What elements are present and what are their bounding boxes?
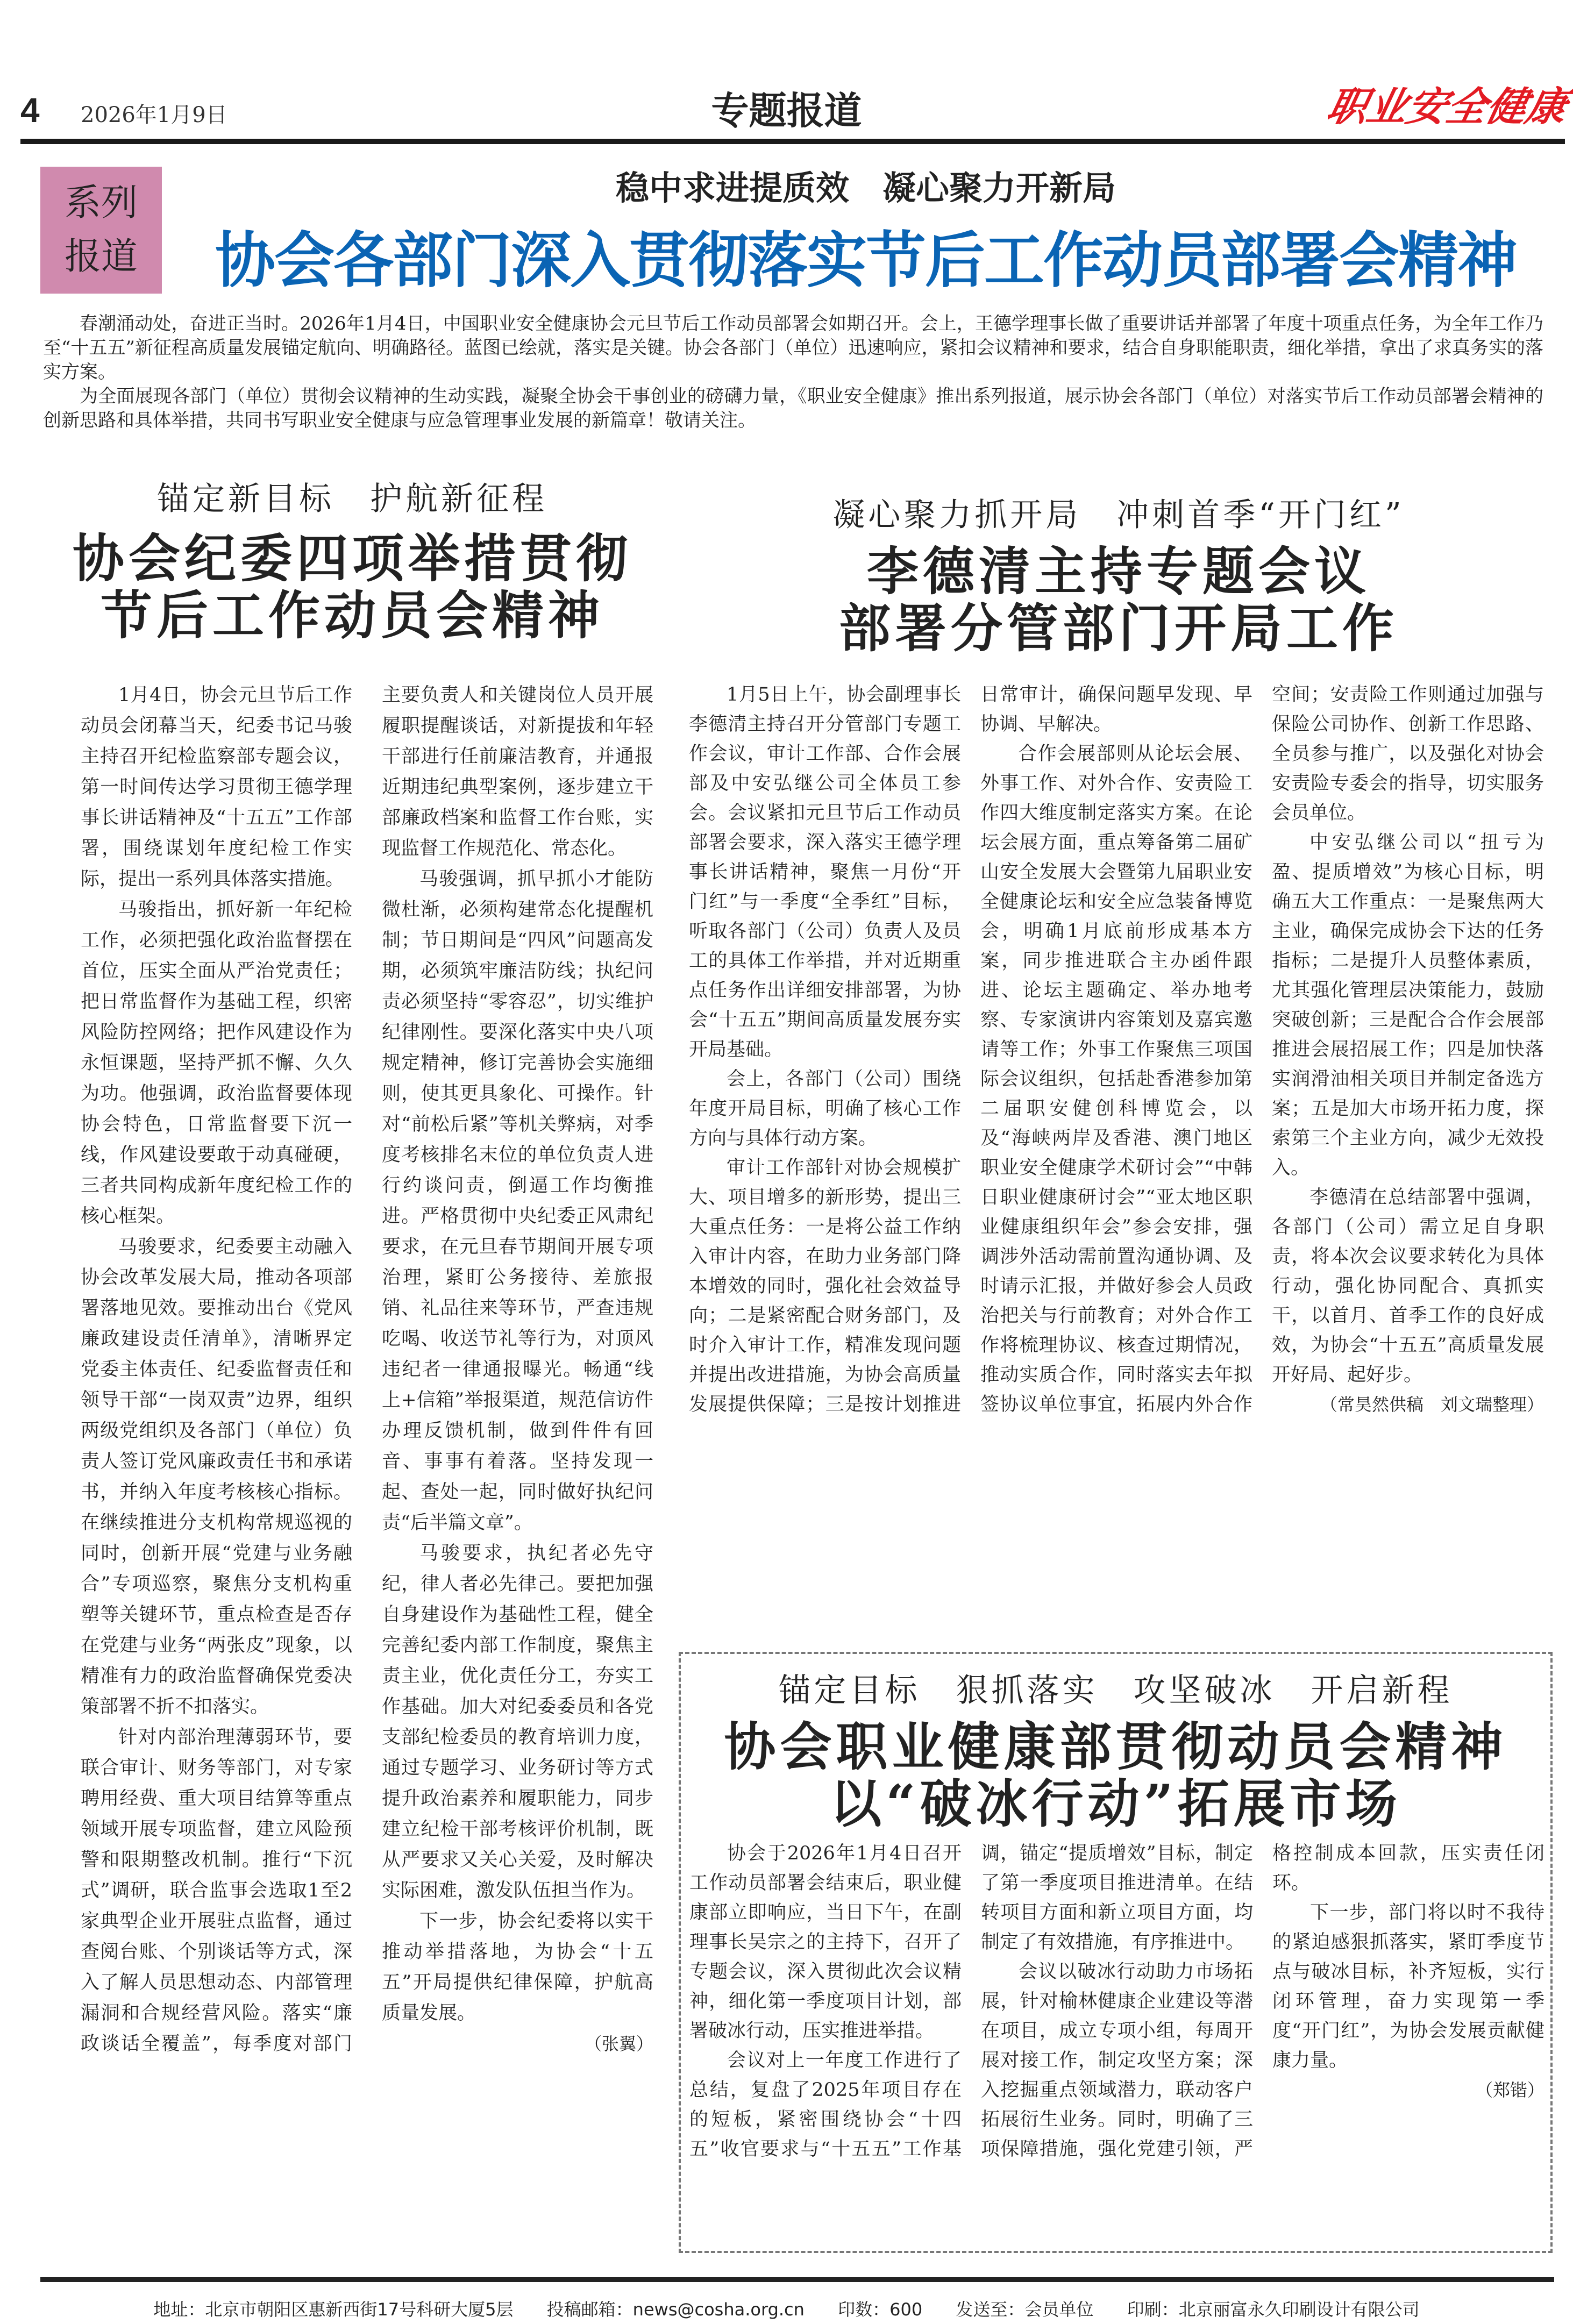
paragraph: 下一步，部门将以时不我待的紧迫感狠抓落实，紧盯季度节点与破冰目标，补齐短板，实行闭环管理，奋力实现第一季度“开门红”，为协会发展贡献健康力量。	[1272, 1902, 1544, 2071]
paragraph: 马骏强调，抓早抓小才能防微杜渐，必须构建常态化提醒机制；节日期间是“四风”问题高发期，必须筑牢廉洁防线；执纪问责必须坚持“零容忍”，切实维护纪律刚性。要深化落实中央八项规定精神，修订完善协会实施细则，使其更具象化、可操作。针对“前松后紧”等机关弊病，对季度考核排名末位的单位负责人进行约谈问责，倒逼工作均衡推进。严格贯彻中央纪委正风肃纪要求，在元旦春节期间开展专项治理，紧盯公务接待、差旅报销、礼品往来等环节，严查违规吃喝、收送节礼等行为，对顶风违纪者一律通报曝光。畅通“线上+信箱”举报渠道，规范信访件办理反馈机制，做到件件有回音、事事有着落。坚持发现一起、查处一起，同时做好执纪问责“后半篇文章”。	[382, 868, 653, 1534]
series-label-1: 系列	[64, 182, 138, 224]
byline: （常昊然供稿 刘文瑞整理）	[1320, 1394, 1544, 1415]
article-kicker: 锚定新目标 护航新征程	[157, 480, 547, 518]
footer-email: 投稿邮箱：news@cosha.org.cn	[546, 2299, 805, 2320]
intro	[43, 312, 1543, 433]
footer-distribution: 发送至：会员单位	[956, 2299, 1094, 2320]
boxed-article-body	[689, 1839, 1544, 2164]
intro-paragraph: 春潮涌动处，奋进正当时。2026年1月4日，中国职业安全健康协会元旦节后工作动员部署会如期召开。会上，王德学理事长做了重要讲话并部署了年度十项重点任务，为全年工作乃至“十五五”新征程高质量发展锚定航向、明确路径。蓝图已绘就，落实是关键。协会各部门（单位）迅速响应，紧扣会议精神和要求，结合自身职能职责，细化举措，拿出了求真务实的落实方案。	[43, 313, 1543, 383]
series-badge	[40, 167, 162, 294]
paragraph: 马骏要求，纪委要主动融入协会改革发展大局，推动各项部署落地见效。要推动出台《党风廉政建设责任清单》，清晰界定党委主体责任、纪委监督责任和领导干部“一岗双责”边界，组织两级党组织及各部门（单位）负责人签订党风廉政责任书和承诺书，并纳入年度考核核心指标。在继续推进分支机构常规巡视的同时，创新开展“党建与业务融合”专项巡察，聚焦分支机构重塑等关键环节，重点检查是否存在党建与业务“两张皮”现象，以精准有力的政治监督确保党委决策部署不折不扣落实。	[81, 1236, 352, 1717]
header-rule	[20, 139, 1565, 144]
paragraph: 1月5日上午，协会副理事长李德清主持召开分管部门专题工作会议，审计工作部、合作会展部及中安弘继公司全体员工参会。会议紧扣元旦节后工作动员部署会要求，深入落实王德学理事长讲话精神，聚焦一月份“开门红”与一季度“全季红”目标，听取各部门（公司）负责人及员工的具体工作举措，并对近期重点任务作出详细安排部署，为协会“十五五”期间高质量发展夯实开局基础。	[689, 684, 961, 1060]
footer-rule	[40, 2277, 1554, 2282]
article-title: 协会职业健康部贯彻动员会精神	[724, 1716, 1507, 1777]
issue-date: 2026年1月9日	[81, 103, 227, 127]
paragraph: 协会于2026年1月4日召开工作动员部署会结束后，职业健康部立即响应，当日下午，在副理事长吴宗之的主持下，召开了专题会议，深入贯彻此次会议精神，细化第一季度项目计划，部署破冰行动，压实推进举措。	[689, 1843, 962, 2042]
article-title: 以“破冰行动”拓展市场	[830, 1773, 1401, 1834]
byline: （郑锴）	[1475, 2080, 1544, 2100]
paragraph: 1月4日，协会元旦节后工作动员会闭幕当天，纪委书记马骏主持召开纪检监察部专题会议，第一时间传达学习贯彻王德学理事长讲话精神及“十五五”工作部署，围绕谋划年度纪检工作实际，提出一系列具体落实措施。	[81, 685, 352, 890]
paragraph: 会上，各部门（公司）围绕年度开局目标，明确了核心工作方向与具体行动方案。	[689, 1068, 961, 1149]
byline: （张翼）	[584, 2034, 653, 2054]
paragraph: 李德清在总结部署中强调，各部门（公司）需立足自身职责，将本次会议要求转化为具体行动，强化协同配合、真抓实干，以首月、首季工作的良好成效，为协会“十五五”高质量发展开好局、起好步。	[1272, 1187, 1544, 1386]
footer	[22, 2296, 1551, 2321]
footer-print-count: 印数：600	[838, 2299, 923, 2320]
footer-address: 地址：北京市朝阳区惠新西街17号科研大厦5层	[153, 2299, 514, 2320]
paragraph: 会议以破冰行动助力市场拓展，针对榆林健康企业建设等潜在项目，成立专项小组，每周开展对接工作，制定攻坚方案；深入挖掘重点领域潜力，联动客户拓展衍生业务。同时，明确了三项保障措施，强化党建引领，严格控制成本回款，压实责任闭环。	[981, 1843, 1544, 2160]
paragraph: 合作会展部则从论坛会展、外事工作、对外合作、安责险工作四大维度制定落实方案。在论坛会展方面，重点筹备第二届矿山安全发展大会暨第九届职业安全健康论坛和安全应急装备博览会，明确1月底前形成基本方案，同步推进联合主办函件跟进、论坛主题确定、举办地考察、专家演讲内容策划及嘉宾邀请等工作；外事工作聚焦三项国际会议组织，包括赴香港参加第二届职安健创科博览会，以及“海峡两岸及香港、澳门地区职业安全健康学术研讨会”“中韩日职业健康研讨会”“亚太地区职业健康组织年会”参会安排，强调涉外活动需前置沟通协调、及时请示汇报，并做好参会人员政治把关与行前教育；对外合作工作将梳理协议、核查过期情况，推动实质合作，同时落实去年拟签协议单位事宜，拓展内外合作空间；安责险工作则通过加强与保险公司协作、创新工作思路、全员参与推广，以及强化对协会安责险专委会的指导，切实服务会员单位。	[980, 684, 1544, 1415]
paragraph: 下一步，协会纪委将以实干推动举措落地，为协会“十五五”开局提供纪律保障，护航高质量发展。	[382, 1910, 653, 2024]
series-title: 协会各部门深入贯彻落实节后工作动员部署会精神	[215, 226, 1517, 296]
article-left-body	[81, 680, 653, 2059]
article-title: 李德清主持专题会议	[867, 541, 1370, 602]
paragraph: 针对内部治理薄弱环节，要联合审计、财务等部门，对专家聘用经费、重大项目结算等重点领域开展专项监督，建立风险预警和限期整改机制。推行“下沉式”调研，联合监事会选取1至2家典型企业开展驻点监督，通过查阅台账、个别谈话等方式，深入了解人员思想动态、内部管理漏洞和合规经营风险。落实“廉政谈话全覆盖”，每季度对部门主要负责人和关键岗位人员开展履职提醒谈话，对新提拔和年轻干部进行任前廉洁教育，并通报近期违纪典型案例，逐步建立干部廉政档案和监督工作台账，实现监督工作规范化、常态化。	[81, 685, 653, 2055]
intro-paragraph: 为全面展现各部门（单位）贯彻会议精神的生动实践，凝聚全协会干事创业的磅礴力量，《职业安全健康》推出系列报道，展示协会各部门（单位）对落实节后工作动员部署会精神的创新思路和具体举措，共同书写职业安全健康与应急管理事业发展的新篇章！敬请关注。	[43, 386, 1543, 431]
series-label-2: 报道	[64, 236, 138, 278]
paragraph: 审计工作部针对协会规模扩大、项目增多的新形势，提出三大重点任务：一是将公益工作纳入审计内容，在助力业务部门降本增效的同时，强化社会效益导向；二是紧密配合财务部门，及时介入审计工作，精准发现问题并提出改进措施，为协会高质量发展提供保障；三是按计划推进日常审计，确保问题早发现、早协调、早解决。	[689, 684, 1252, 1415]
page-number: 4	[20, 91, 40, 130]
newspaper-logo: 职业安全健康	[1322, 84, 1571, 130]
paragraph: 中安弘继公司以“扭亏为盈、提质增效”为核心目标，明确五大工作重点：一是聚焦两大主业，确保完成协会下达的任务指标；二是提升人员整体素质，尤其强化管理层决策能力，鼓励突破创新；三是配合合作会展部推进会展招展工作；四是加快落实润滑油相关项目并制定备选方案；五是加大市场开拓力度，探索第三个主业方向，减少无效投入。	[1272, 832, 1544, 1179]
article-left-header	[51, 473, 653, 644]
article-right-body	[689, 680, 1544, 1420]
footer-printer: 印刷：北京丽富永久印刷设计有限公司	[1127, 2299, 1420, 2320]
article-kicker: 凝心聚力抓开局 冲刺首季“开门红”	[832, 496, 1405, 534]
article-right-header	[683, 489, 1554, 657]
article-title: 部署分管部门开局工作	[839, 598, 1398, 659]
section-title: 专题报道	[711, 89, 862, 133]
paragraph: 马骏要求，执纪者必先守纪，律人者必先律己。要把加强自身建设作为基础性工程，健全完善纪委内部工作制度，聚焦主责主业，优化责任分工，夯实工作基础。加大对纪委委员和各党支部纪检委员的教育培训力度，通过专题学习、业务研讨等方式提升政治素养和履职能力，同步建立纪检干部考核评价机制，既从严要求又关心关爱，及时解决实际困难，激发队伍担当作为。	[382, 1543, 653, 1901]
series-subtitle: 稳中求进提质效 凝心聚力开新局	[615, 168, 1116, 208]
paragraph: 马骏指出，抓好新一年纪检工作，必须把强化政治监督摆在首位，压实全面从严治党责任；把日常监督作为基础工程，织密风险防控网络；把作风建设作为永恒课题，坚持严抓不懈、久久为功。他强调，政治监督要体现协会特色，日常监督要下沉一线，作风建设要敢于动真碰硬，三者共同构成新年度纪检工作的核心框架。	[81, 899, 352, 1227]
article-title: 协会纪委四项举措贯彻	[73, 528, 632, 589]
article-title: 节后工作动员会精神	[101, 585, 604, 646]
paragraph: 会议对上一年度工作进行了总结，复盘了2025年项目存在的短板，紧密围绕协会“十四五”收官要求与“十五五”工作基调，锚定“提质增效”目标，制定了第一季度项目推进清单。在结转项目方面和新立项目方面，均制定了有效措施，有序推进中。	[689, 1843, 1253, 2160]
article-kicker: 锚定目标 狠抓落实 攻坚破冰 开启新程	[778, 1672, 1453, 1709]
